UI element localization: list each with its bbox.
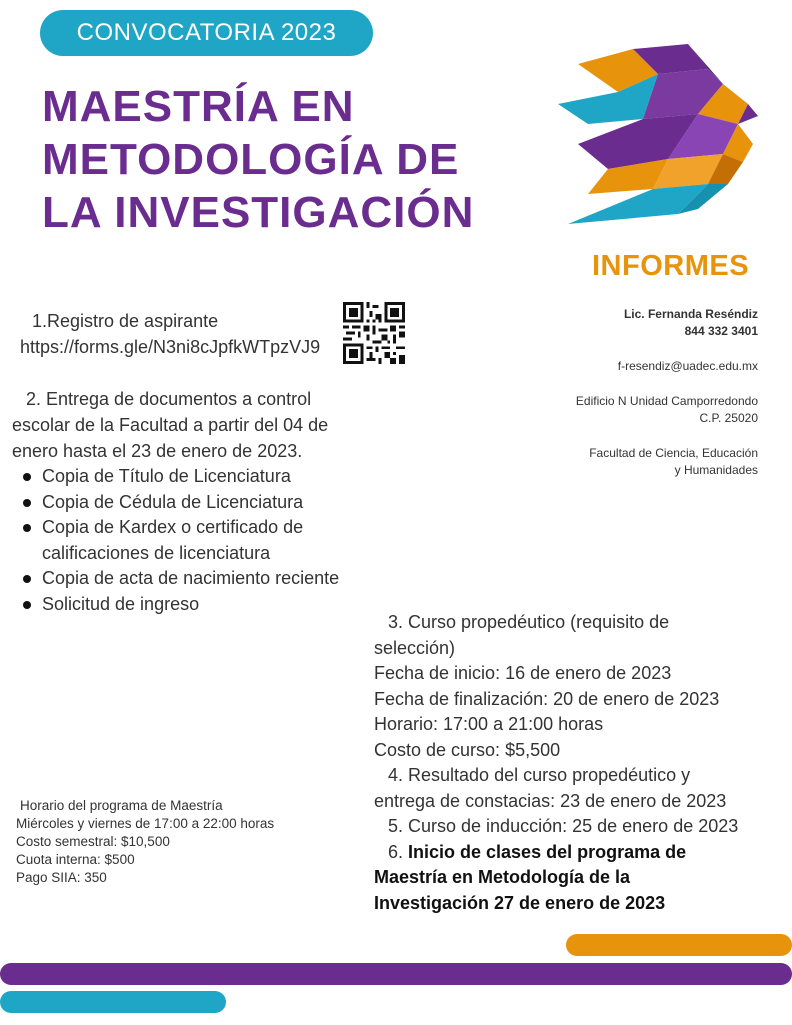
step-6-bold-2: Maestría en Metodología de la — [374, 867, 631, 887]
step-3-start-date: Fecha de inicio: 16 de enero de 2023 — [374, 663, 672, 683]
step-3-line2: selección) — [374, 637, 456, 658]
schedule-line-3: Costo semestral: $10,500 — [16, 834, 170, 849]
contact-phone: 844 332 3401 — [684, 324, 758, 338]
registration-link[interactable]: https://forms.gle/N3ni8cJpfkWTpzVJ9 — [20, 337, 321, 357]
title-line-2: METODOLOGÍA DE — [42, 135, 460, 184]
step-6-line3 — [374, 891, 754, 917]
schedule-line-2: Miércoles y viernes de 17:00 a 22:00 horas — [16, 816, 275, 831]
list-item: Copia de acta de nacimiento reciente — [42, 566, 357, 592]
step-4-lead: 4. Resultado del curso propedéutico y — [388, 765, 691, 785]
step-3-lead: 3. Curso propedéutico (requisito de — [388, 612, 670, 632]
qr-code-icon[interactable] — [343, 302, 405, 364]
step-3-cost: Costo de curso: $5,500 — [374, 739, 561, 760]
list-item: Copia de Kardex o certificado de calificaciones de licenciatura — [42, 515, 357, 566]
orange-decor-bar — [566, 934, 792, 956]
list-item: Solicitud de ingreso — [42, 592, 357, 618]
steps-3-to-6 — [374, 610, 754, 916]
step-2-line3: enero hasta el 23 de enero de 2023. — [12, 441, 303, 461]
list-item: Copia de Título de Licenciatura — [42, 464, 357, 490]
schedule-line-5: Pago SIIA: 350 — [16, 870, 107, 885]
title-line-3: LA INVESTIGACIÓN — [42, 188, 475, 237]
step-6-lead — [374, 840, 754, 866]
informes-heading: INFORMES — [592, 250, 750, 282]
step-5: 5. Curso de inducción: 25 de enero de 2023 — [388, 816, 739, 836]
program-schedule — [16, 797, 274, 887]
purple-decor-bar — [0, 963, 792, 985]
contact-address-line1: Edificio N Unidad Camporredondo — [575, 394, 758, 408]
step-6-bold-1: Inicio de clases del programa de — [408, 841, 687, 862]
documents-list — [12, 464, 357, 617]
list-item: Copia de Cédula de Licenciatura — [42, 490, 357, 516]
step-6-line2 — [374, 865, 754, 891]
contact-faculty-line2: y Humanidades — [674, 463, 758, 477]
step-2-line2: escolar de la Facultad a partir del 04 de — [12, 415, 329, 435]
step-3-hours: Horario: 17:00 a 21:00 horas — [374, 714, 604, 734]
step-6-number: 6. — [388, 841, 409, 862]
step-3-end-date: Fecha de finalización: 20 de enero de 2023 — [374, 688, 720, 709]
contact-email[interactable]: f-resendiz@uadec.edu.mx — [617, 359, 758, 373]
teal-decor-bar — [0, 991, 226, 1013]
convocatoria-badge: CONVOCATORIA 2023 — [40, 10, 373, 56]
step-2 — [12, 386, 357, 617]
step-6-bold-3: Investigación 27 de enero de 2023 — [374, 892, 666, 913]
schedule-line-4: Cuota interna: $500 — [16, 852, 135, 867]
contact-name: Lic. Fernanda Reséndiz — [623, 307, 758, 321]
step-4-line2: entrega de constacias: 23 de enero de 2023 — [374, 790, 727, 811]
lion-logo-icon — [548, 44, 768, 234]
step-1-label: 1.Registro de aspirante — [32, 311, 219, 331]
contact-address-line2: C.P. 25020 — [699, 411, 758, 425]
step-2-lead: 2. Entrega de documentos a control — [26, 389, 312, 409]
step-1 — [20, 308, 320, 360]
page-title — [42, 80, 542, 239]
schedule-line-1: Horario del programa de Maestría — [20, 798, 223, 813]
contact-faculty-line1: Facultad de Ciencia, Educación — [589, 446, 758, 460]
title-line-1: MAESTRÍA EN — [42, 82, 355, 131]
